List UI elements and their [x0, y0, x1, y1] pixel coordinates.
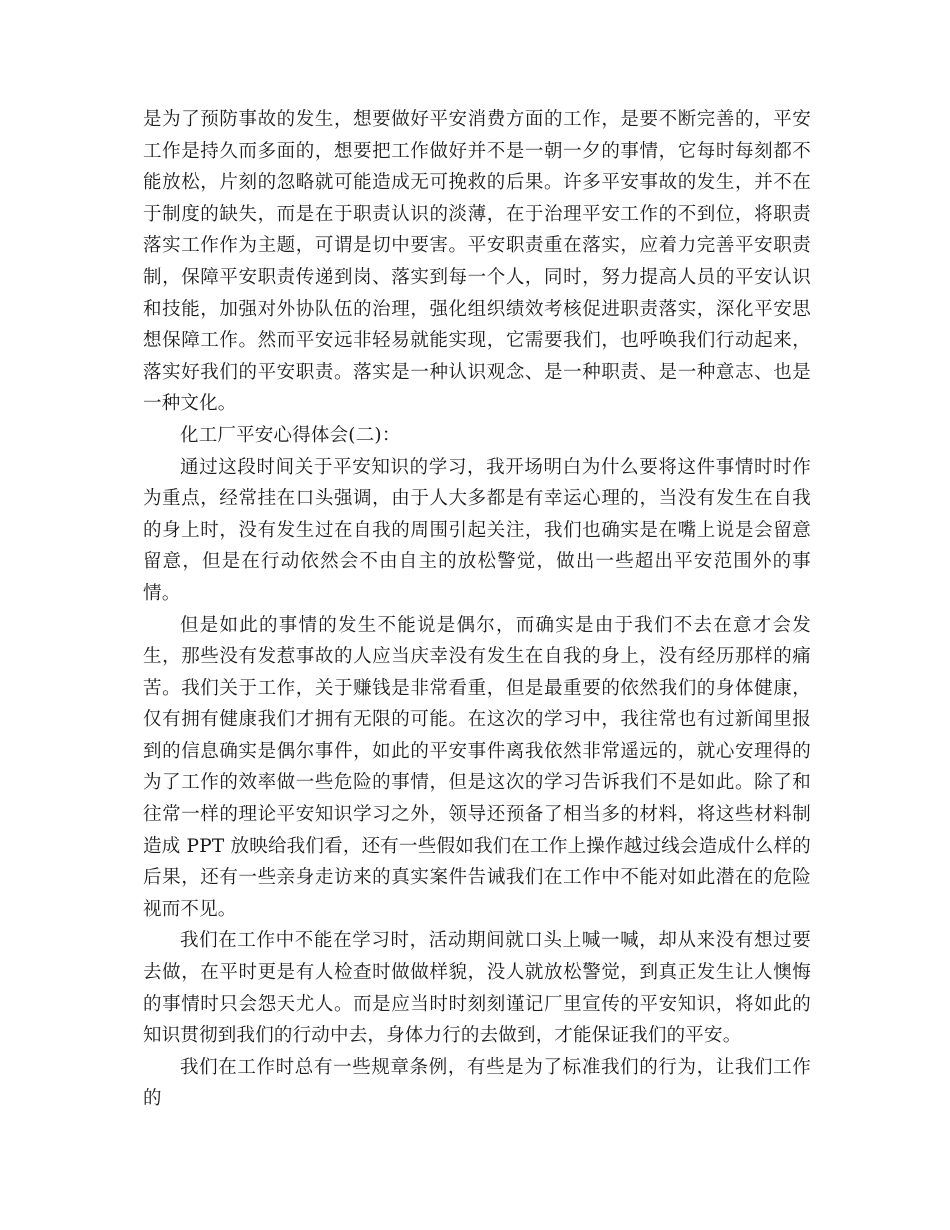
paragraph-3: 但是如此的事情的发生不能说是偶尔，而确实是由于我们不去在意才会发生，那些没有发惹事故的人应当庆幸没有发生在自我的身上，没有经历那样的痛苦。我们关于工作，关于赚钱是非常看重，但是最重要的依然我们的身体健康，仅有拥有健康我们才拥有无限的可能。在这次的学习中，我往常也有过新闻里报到的信息确实是偶尔事件，如此的平安事件离我依然非常遥远的，就心安理得的为了工作的效率做一些危险的事情，但是这次的学习告诉我们不是如此。除了和往常一样的理论平安知识学习之外，领导还预备了相当多的材料，将这些材料制造成 PPT 放映给我们看，还有一些假如我们在工作上操作越过线会造成什么样的后果，还有一些亲身走访来的真实案件告诫我们在工作中不能对如此潜在的危险视而不见。 — [143, 614, 811, 920]
paragraph-2: 通过这段时间关于平安知识的学习，我开场明白为什么要将这件事情时时作为重点，经常挂在口头强调，由于人大多都是有幸运心理的，当没有发生在自我的身上时，没有发生过在自我的周围引起关注，我们也确实是在嘴上说是会留意留意，但是在行动依然会不由自主的放松警觉，做出一些超出平安范围外的事情。 — [143, 456, 811, 604]
paragraph-1: 是为了预防事故的发生，想要做好平安消费方面的工作，是要不断完善的，平安工作是持久而多面的，想要把工作做好并不是一朝一夕的事情，它每时每刻都不能放松，片刻的忽略就可能造成无可挽救的后果。许多平安事故的发生，并不在于制度的缺失，而是在于职责认识的淡薄，在于治理平安工作的不到位，将职责落实工作作为主题，可谓是切中要害。平安职责重在落实，应着力完善平安职责制，保障平安职责传递到岗、落实到每一个人，同时，努力提高人员的平安认识和技能，加强对外协队伍的治理，强化组织绩效考核促进职责落实，深化平安思想保障工作。然而平安远非轻易就能实现，它需要我们，也呼唤我们行动起来，落实好我们的平安职责。落实是一种认识观念、是一种职责、是一种意志、也是一种文化。 — [143, 109, 811, 415]
paragraph-5: 我们在工作时总有一些规章条例，有些是为了标准我们的行为，让我们工作的 — [143, 1056, 811, 1110]
paragraph-4: 我们在工作中不能在学习时，活动期间就口头上喊一喊，却从来没有想过要去做，在平时更是有人检查时做做样貌，没人就放松警觉，到真正发生让人懊悔的事情时只会怨天尤人。而是应当时时刻刻谨记厂里宣传的平安知识，将如此的知识贯彻到我们的行动中去，身体力行的去做到，才能保证我们的平安。 — [143, 930, 811, 1047]
document-body — [143, 104, 811, 1115]
section-heading: 化工厂平安心得体会(二)： — [180, 424, 401, 446]
